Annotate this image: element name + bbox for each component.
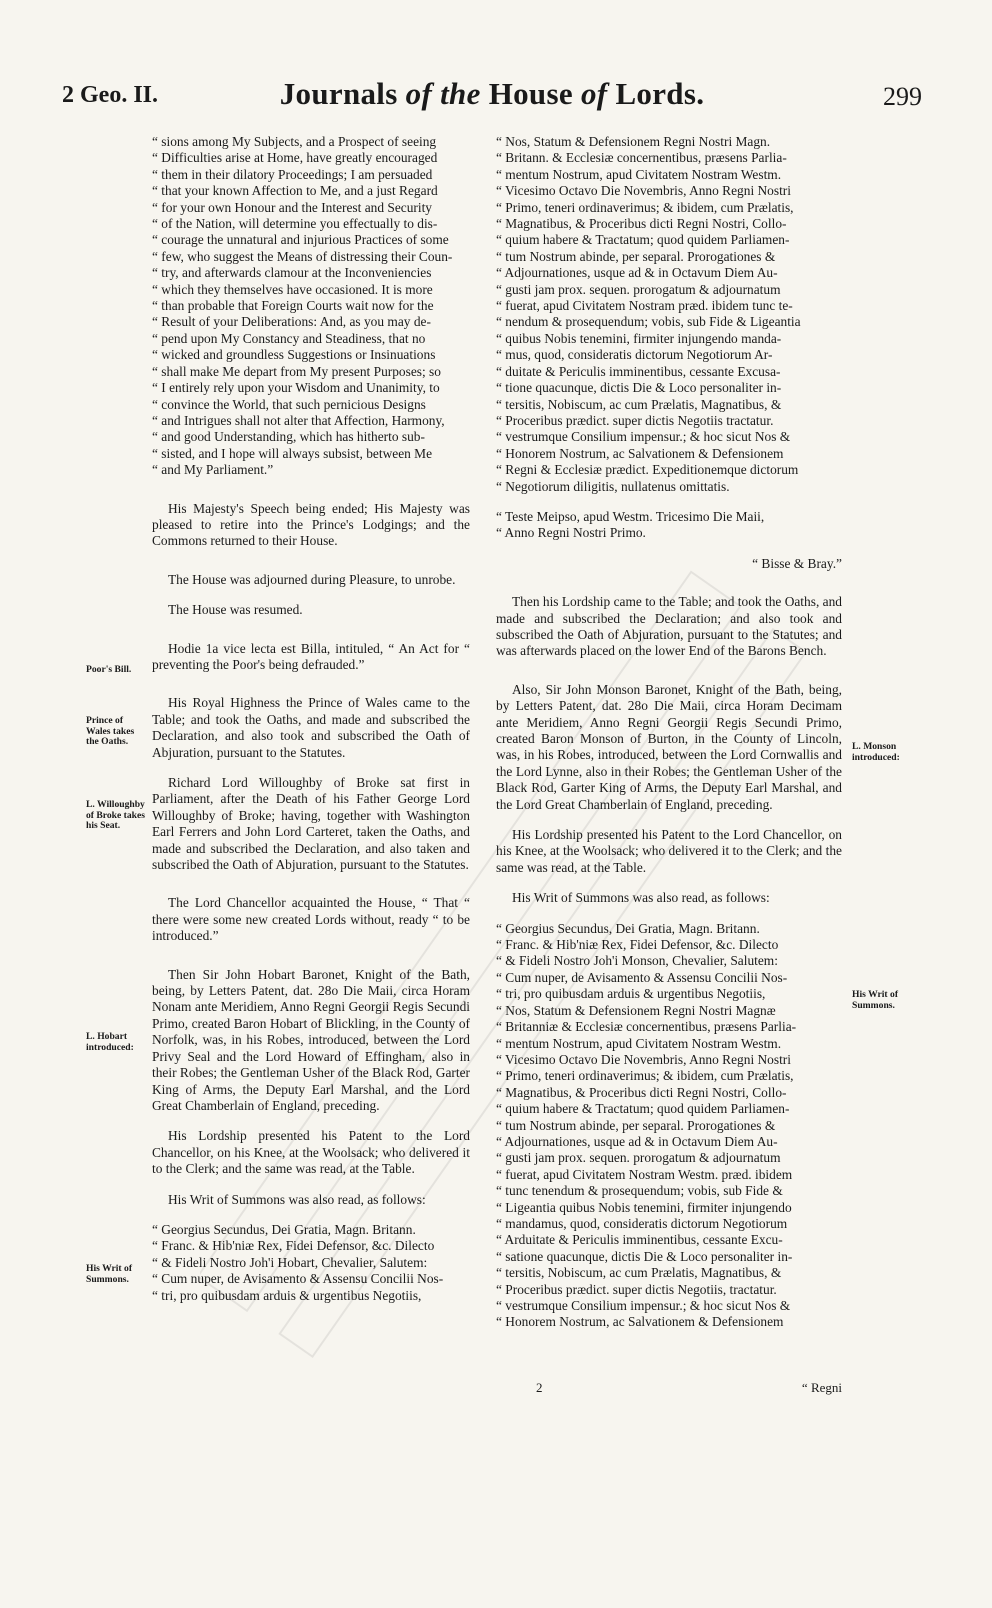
left-column: [152, 134, 470, 1304]
left-column-line: “ and My Parliament.”: [152, 462, 274, 478]
left-column-line: Then Sir John Hobart Baronet, Knight of the Bath, being, by Letters Patent, dat. 28o Die Maii, circa Horam Nonam ante Meridiem, Anno Regni Georgii Regis Secundi Primo, created Baron Hobart of Blickling, in the County of Norfolk, was, in his Robes, introduced, between the Lord Privy Seal and the Lord Howard of Effingham, also in their Robes; the Gentleman Usher of the Black Rod, Garter King of Arms, the Deputy Earl Marshal, and the Lord Great Chamberlain of England, preceding.: [152, 966, 470, 1113]
left-column-line: “ sions among My Subjects, and a Prospect of seeing: [152, 134, 437, 149]
left-column-line: His Writ of Summons was also read, as follows:: [168, 1191, 426, 1207]
right-column-line: “ Regni & Ecclesiæ prædict. Expeditionemque dictorum: [496, 462, 799, 478]
right-column-line: “ Vicesimo Octavo Die Novembris, Anno Regni Nostri: [496, 183, 791, 199]
right-column-line: “ Georgius Secundus, Dei Gratia, Magn. Britann.: [496, 920, 760, 936]
left-column-line: “ and Intrigues shall not alter that Affection, Harmony,: [152, 412, 445, 428]
left-column-line: His Lordship presented his Patent to the Lord Chancellor, on his Knee, at the Woolsack; who delivered it to the Clerk; and the same was read, at the Table.: [152, 1128, 470, 1177]
right-column-line: “ vestrumque Consilium impensur.; & hoc sicut Nos &: [496, 1298, 791, 1313]
right-column-line: “ Magnatibus, & Proceribus dicti Regni Nostri, Collo-: [496, 216, 787, 232]
left-column-line: His Majesty's Speech being ended; His Majesty was pleased to retire into the Prince's Lodgings; and the Commons returned to their House.: [152, 500, 470, 549]
right-column-line: “ tunc tenendum & prosequendum; vobis, sub Fide &: [496, 1183, 783, 1199]
right-column-line: “ Teste Meipso, apud Westm. Tricesimo Die Maii,: [496, 508, 765, 524]
right-column-line: “ Adjournationes, usque ad & in Octavum Diem Au-: [496, 1133, 778, 1149]
left-column-line: “ try, and afterwards clamour at the Inconveniencies: [152, 265, 432, 281]
left-column-line: “ Cum nuper, de Avisamento & Assensu Concilii Nos-: [152, 1271, 444, 1287]
right-column-line: “ tum Nostrum abinde, per separal. Prorogationes &: [496, 248, 776, 264]
margin-note-hobart: L. Hobart introduced:: [86, 1031, 134, 1053]
right-column-line: Then his Lordship came to the Table; and took the Oaths, and made and subscribed the Declaration; and also took and subscribed the Oath of Abjuration, pursuant to the Statutes; and was afterwards placed on the lower End of the Barons Bench.: [496, 594, 842, 659]
left-column-line: “ Difficulties arise at Home, have greatly encouraged: [152, 150, 438, 166]
right-column-line: “ Britanniæ & Ecclesiæ concernentibus, præsens Parlia-: [496, 1019, 797, 1035]
left-column-line: “ courage the unnatural and injurious Practices of some: [152, 232, 449, 248]
right-column-line: His Writ of Summons was also read, as follows:: [512, 890, 770, 906]
left-column-line: Hodie 1a vice lecta est Billa, intituled, “ An Act for “ preventing the Poor's being defrauded.”: [152, 640, 470, 672]
page-number: 299: [883, 82, 922, 111]
right-column-line: “ Bisse & Bray.”: [752, 555, 842, 571]
right-column-line: “ gusti jam prox. sequen. prorogatum & adjournatum: [496, 281, 781, 297]
right-column-line: “ Adjournationes, usque ad & in Octavum Diem Au-: [496, 265, 778, 281]
left-column-line: The Lord Chancellor acquainted the House, “ That “ there were some new created Lords without, ready “ to be introduced.”: [152, 895, 470, 944]
left-column-line: “ sisted, and I hope will always subsist, between Me: [152, 445, 433, 461]
margin-note-willoughby: L. Willoughby of Broke takes his Seat.: [86, 799, 145, 831]
right-column-line: “ tersitis, Nobiscum, ac cum Prælatis, Magnatibus, &: [496, 396, 782, 412]
margin-note-poors-bill: Poor's Bill.: [86, 664, 132, 675]
right-column-line: “ Proceribus prædict. super dictis Negotiis, tractatur.: [496, 1281, 777, 1297]
right-column-line: “ satione quacunque, dictis Die & Loco personaliter in-: [496, 1248, 793, 1264]
title-lords: Lords.: [615, 76, 705, 111]
signature-mark: 2: [536, 1380, 543, 1395]
right-column-line: “ fuerat, apud Civitatem Nostram præd. ibidem tunc te-: [496, 298, 793, 314]
title-journals: Journals: [279, 76, 398, 111]
right-column-line: “ Negotiorum diligitis, nullatenus omittatis.: [496, 478, 730, 494]
right-column-line: “ mus, quod, consideratis dictorum Negotiorum Ar-: [496, 347, 773, 363]
right-column-line: “ mentum Nostrum, apud Civitatem Nostram Westm.: [496, 166, 782, 182]
left-column-line: “ for your own Honour and the Interest and Security: [152, 199, 433, 215]
right-column-line: “ Vicesimo Octavo Die Novembris, Anno Regni Nostri: [496, 1051, 791, 1067]
right-column-line: “ Cum nuper, de Avisamento & Assensu Concilii Nos-: [496, 969, 788, 985]
right-column-line: “ Anno Regni Nostri Primo.: [496, 525, 646, 541]
left-column-line: His Royal Highness the Prince of Wales came to the Table; and took the Oaths, and made and subscribed the Declaration, and also took and subscribed the Oath of Abjuration, pursuant to the Statutes.: [152, 695, 470, 760]
left-column-line: “ which they themselves have occasioned. It is more: [152, 281, 433, 297]
left-column-line: “ Result of your Deliberations: And, as you may de-: [152, 314, 431, 330]
right-column-line: “ nendum & prosequendum; vobis, sub Fide & Ligeantia: [496, 314, 801, 330]
right-column-line: “ mentum Nostrum, apud Civitatem Nostram Westm.: [496, 1035, 782, 1051]
right-column-line: “ gusti jam prox. sequen. prorogatum & adjournatum: [496, 1150, 781, 1166]
right-column-line: “ Franc. & Hib'niæ Rex, Fidei Defensor, &c. Dilecto: [496, 937, 779, 953]
left-column-line: “ pend upon My Constancy and Steadiness, that no: [152, 330, 426, 346]
right-column-line: “ vestrumque Consilium impensur.; & hoc sicut Nos &: [496, 429, 791, 445]
left-column-line: Richard Lord Willoughby of Broke sat first in Parliament, after the Death of his Father George Lord Willoughby of Broke; having, together with Washington Earl Ferrers and John Lord Carteret, taken the Oaths, and made and subscribed the Declaration, and also taken and subscribed the Oath of Abjuration, pursuant to the Statutes.: [152, 775, 470, 873]
right-column-line: “ tione quacunque, dictis Die & Loco personaliter in-: [496, 380, 782, 396]
left-column-line: “ of the Nation, will determine you effectually to dis-: [152, 216, 438, 232]
left-column-line: “ Franc. & Hib'niæ Rex, Fidei Defensor, &c. Dilecto: [152, 1238, 435, 1254]
right-column-line: “ fuerat, apud Civitatem Nostram Westm. præd. ibidem: [496, 1166, 793, 1182]
left-column-line: “ wicked and groundless Suggestions or Insinuations: [152, 347, 436, 363]
right-column-line: “ mandamus, quod, consideratis dictorum Negotiorum: [496, 1215, 788, 1231]
right-column-line: “ Primo, teneri ordinaverimus; & ibidem, cum Prælatis,: [496, 199, 794, 215]
right-column-line: “ Primo, teneri ordinaverimus; & ibidem, cum Prælatis,: [496, 1068, 794, 1084]
left-column-line: “ than probable that Foreign Courts wait now for the: [152, 298, 434, 314]
right-column-line: “ Nos, Statum & Defensionem Regni Nostri Magn.: [496, 134, 771, 149]
right-column-line: “ tum Nostrum abinde, per separal. Prorogationes &: [496, 1117, 776, 1133]
title-of-the: of the: [405, 76, 481, 111]
right-column-line: “ duitate & Periculis imminentibus, cessante Excusa-: [496, 363, 781, 379]
right-column-line: “ quibus Nobis tenemini, firmiter injungendo manda-: [496, 330, 782, 346]
right-column-line: “ quium habere & Tractatum; quod quidem Parliamen-: [496, 1101, 790, 1117]
margin-note-monson: L. Monson introduced:: [852, 741, 900, 763]
right-column-line: “ tersitis, Nobiscum, ac cum Prælatis, Magnatibus, &: [496, 1265, 782, 1281]
right-column-line: “ tri, pro quibusdam arduis & urgentibus Negotiis,: [496, 986, 766, 1002]
running-title: [62, 76, 922, 112]
page-header: [62, 72, 922, 122]
left-column-line: “ that your known Affection to Me, and a just Regard: [152, 183, 438, 199]
right-column-line: “ Nos, Statum & Defensionem Regni Nostri Magnæ: [496, 1002, 776, 1018]
left-column-line: “ few, who suggest the Means of distressing their Coun-: [152, 248, 453, 264]
left-column-line: “ Georgius Secundus, Dei Gratia, Magn. Britann.: [152, 1221, 416, 1237]
right-column-line: “ & Fideli Nostro Joh'i Monson, Chevalier, Salutem:: [496, 953, 778, 969]
right-column-line: “ Honorem Nostrum, ac Salvationem & Defensionem: [496, 1314, 784, 1330]
right-column-line: “ Magnatibus, & Proceribus dicti Regni Nostri, Collo-: [496, 1084, 787, 1100]
left-column-line: “ & Fideli Nostro Joh'i Hobart, Chevalier, Salutem:: [152, 1254, 428, 1270]
left-column-line: “ I entirely rely upon your Wisdom and Unanimity, to: [152, 380, 440, 396]
right-column-line: “ quium habere & Tractatum; quod quidem Parliamen-: [496, 232, 790, 248]
left-column-line: The House was adjourned during Pleasure, to unrobe.: [168, 571, 456, 587]
catchword: “ Regni: [801, 1380, 842, 1395]
title-house: House: [488, 76, 573, 111]
right-column-line: “ Ligeantia quibus Nobis tenemini, firmiter injungendo: [496, 1199, 792, 1215]
title-of: of: [580, 76, 608, 111]
left-column-line: “ tri, pro quibusdam arduis & urgentibus Negotiis,: [152, 1287, 422, 1303]
left-column-line: The House was resumed.: [168, 602, 303, 618]
right-column-line: “ Arduitate & Periculis imminentibus, cessante Excu-: [496, 1232, 783, 1248]
right-column-line: Also, Sir John Monson Baronet, Knight of the Bath, being, by Letters Patent, dat. 28o Die Maii, circa Horam Decimam ante Meridiem, Anno Regni Georgii Regis Secundi Primo, created Baron Monson of Burton, in the County of Lincoln, was, in his Robes, introduced, between the Lord Cornwallis and the Lord Lynne, also in their Robes; the Gentleman Usher of the Black Rod, Garter King of Arms, the Deputy Earl Marshal, and the Lord Great Chamberlain of England, preceding.: [496, 681, 842, 812]
regnal-year: 2 Geo. II.: [62, 82, 158, 108]
margin-note-monson-writ: His Writ of Summons.: [852, 989, 899, 1011]
margin-note-hobart-writ: His Writ of Summons.: [86, 1263, 133, 1285]
right-column-line: His Lordship presented his Patent to the Lord Chancellor, on his Knee, at the Woolsack; who delivered it to the Clerk; and the same was read, at the Table.: [496, 827, 842, 875]
left-column-line: “ them in their dilatory Proceedings; I am persuaded: [152, 166, 433, 182]
left-column-line: “ convince the World, that such pernicious Designs: [152, 396, 426, 412]
right-column: [496, 134, 842, 1331]
left-column-line: “ and good Understanding, which has hitherto sub-: [152, 429, 425, 445]
right-column-line: “ Proceribus prædict. super dictis Negotiis tractatur.: [496, 412, 774, 428]
margin-note-prince-wales: Prince of Wales takes the Oaths.: [86, 715, 135, 747]
left-column-line: “ shall make Me depart from My present Purposes; so: [152, 363, 441, 379]
right-column-line: “ Britann. & Ecclesiæ concernentibus, præsens Parlia-: [496, 150, 787, 166]
right-column-line: “ Honorem Nostrum, ac Salvationem & Defensionem: [496, 445, 784, 461]
